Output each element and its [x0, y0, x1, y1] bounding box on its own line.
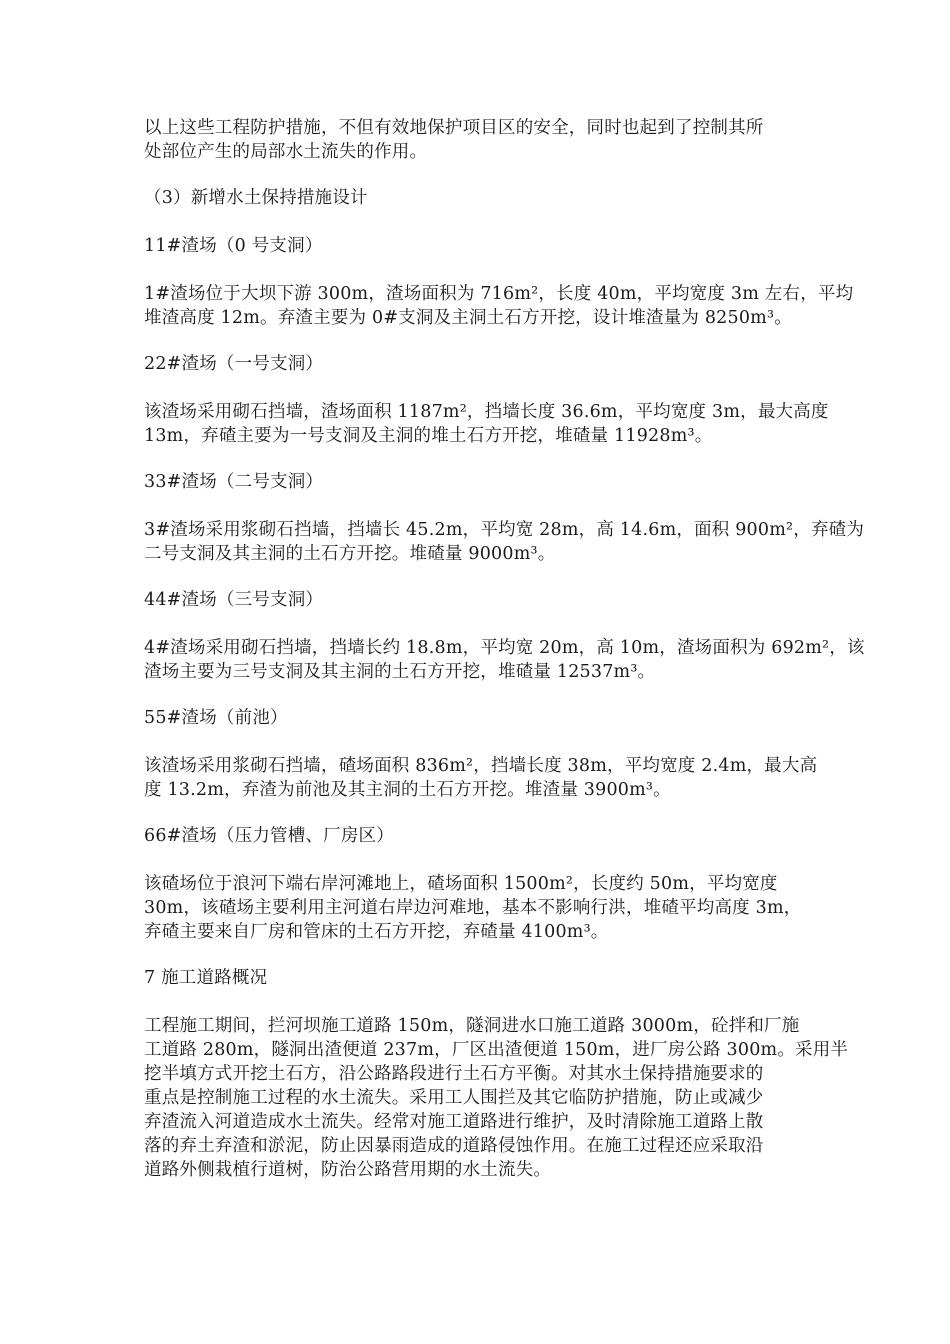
heading-text: 33#渣场（二号支洞） — [144, 472, 324, 492]
text-line: 挖半填方式开挖土石方，沿公路路段进行土石方平衡。对其水土保持措施要求的 — [144, 1064, 764, 1084]
site-paragraph-5 — [144, 754, 818, 802]
site-heading-1 — [144, 234, 812, 258]
document-page — [144, 116, 865, 1182]
text-line: 4#渣场采用砌石挡墙，挡墙长约 18.8m，平均宽 20m，高 10m，渣场面积为 692m²，该 — [144, 638, 865, 658]
text-line: 弃渣流入河道造成水土流失。经常对施工道路进行维护，及时清除施工道路上散 — [144, 1112, 764, 1132]
heading-text: 22#渣场（一号支洞） — [144, 354, 324, 374]
text-line: 处部位产生的局部水土流失的作用。 — [144, 142, 428, 162]
site-heading-2 — [144, 352, 812, 376]
site-paragraph-1 — [144, 282, 854, 330]
text-line: 以上这些工程防护措施，不但有效地保护项目区的安全，同时也起到了控制其所 — [144, 118, 764, 138]
text-line: 落的弃土弃渣和淤泥，防止因暴雨造成的道路侵蚀作用。在施工过程还应采取沿 — [144, 1136, 764, 1156]
site-paragraph-2 — [144, 400, 829, 448]
text-line: 堆渣高度 12m。弃渣主要为 0#支洞及主洞土石方开挖，设计堆渣量为 8250m³。 — [144, 308, 792, 328]
text-line: 渣场主要为三号支洞及其主洞的土石方开挖，堆碴量 12537m³。 — [144, 662, 656, 682]
heading-text: 11#渣场（0 号支洞） — [144, 236, 323, 256]
heading-text: 7 施工道路概况 — [144, 968, 268, 988]
text-line: 弃碴主要来自厂房和管床的土石方开挖，弃碴量 4100m³。 — [144, 922, 609, 942]
heading-text: 66#渣场（压力管槽、厂房区） — [144, 826, 394, 846]
heading-text: 44#渣场（三号支洞） — [144, 590, 324, 610]
text-line: 1#渣场位于大坝下游 300m，渣场面积为 716m²，长度 40m，平均宽度 3m 左右，平均 — [144, 284, 854, 304]
text-line: 13m，弃碴主要为一号支洞及主洞的堆土石方开挖，堆碴量 11928m³。 — [144, 426, 713, 446]
text-line: 二号支洞及其主洞的土石方开挖。堆碴量 9000m³。 — [144, 544, 556, 564]
text-line: 重点是控制施工过程的水土流失。采用工人围拦及其它临防护措施，防止或减少 — [144, 1088, 764, 1108]
text-line: 该碴场位于浪河下端右岸河滩地上，碴场面积 1500m²，长度约 50m，平均宽度 — [144, 874, 778, 894]
site-heading-6 — [144, 824, 812, 848]
intro-paragraph — [144, 116, 812, 164]
text-line: 工程施工期间，拦河坝施工道路 150m，隧洞进水口施工道路 3000m，砼拌和厂施 — [144, 1016, 800, 1036]
text-line: 工道路 280m，隧洞出渣便道 237m，厂区出渣便道 150m，进厂房公路 300m。采用半 — [144, 1040, 849, 1060]
site-heading-5 — [144, 706, 812, 730]
road-heading — [144, 966, 812, 990]
text-line: 道路外侧栽植行道树，防治公路营用期的水土流失。 — [144, 1160, 552, 1180]
section-heading — [144, 186, 812, 210]
text-line: 该渣场采用砌石挡墙，渣场面积 1187m²，挡墙长度 36.6m，平均宽度 3m，最大高度 — [144, 402, 829, 422]
site-heading-3 — [144, 470, 812, 494]
text-line: 30m，该碴场主要利用主河道右岸边河难地，基本不影响行洪，堆碴平均高度 3m， — [144, 898, 802, 918]
text-line: 度 13.2m，弃渣为前池及其主洞的土石方开挖。堆渣量 3900m³。 — [144, 780, 671, 800]
site-paragraph-6 — [144, 872, 812, 944]
text-line: 该渣场采用浆砌石挡墙，碴场面积 836m²，挡墙长度 38m，平均宽度 2.4m，最大高 — [144, 756, 818, 776]
site-paragraph-3 — [144, 518, 865, 566]
heading-text: 55#渣场（前池） — [144, 708, 288, 728]
site-paragraph-4 — [144, 636, 865, 684]
heading-text: （3）新增水土保持措施设计 — [144, 188, 368, 208]
site-heading-4 — [144, 588, 812, 612]
road-paragraph — [144, 1014, 849, 1182]
text-line: 3#渣场采用浆砌石挡墙，挡墙长 45.2m，平均宽 28m，高 14.6m，面积 900m²，弃碴为 — [144, 520, 865, 540]
